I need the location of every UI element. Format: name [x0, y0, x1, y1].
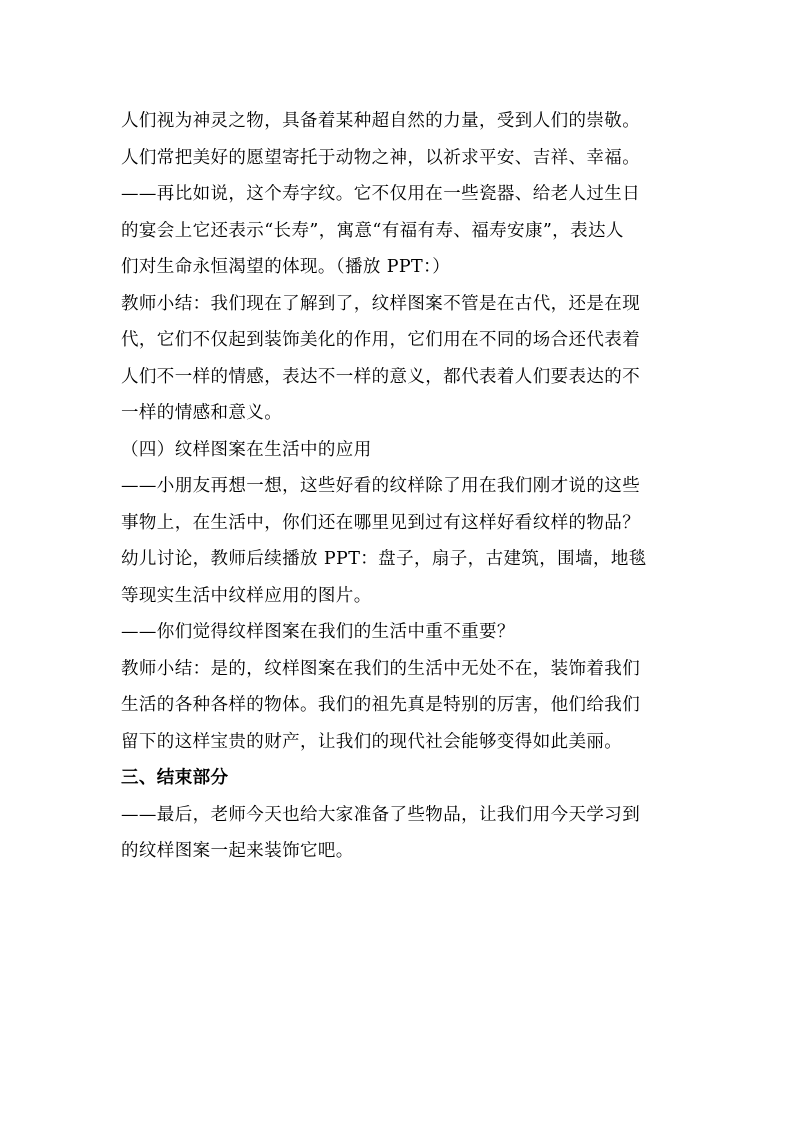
text-line: 事物上，在生活中，你们还在哪里见到过有这样好看纹样的物品？	[121, 512, 641, 533]
text-line: 的纹样图案一起来装饰它吧。	[121, 841, 354, 861]
text-line: 人们不一样的情感，表达不一样的意义，都代表着人们要表达的不	[121, 366, 641, 387]
document-body	[121, 103, 681, 870]
text-line: 们对生命永恒渴望的体现。（播放 PPT：）	[121, 257, 451, 277]
text-line: 一样的情感和意义。	[121, 403, 283, 423]
text-line: 的宴会上它还表示“长寿”，寓意“有福有寿、福寿安康”，表达人	[121, 220, 624, 241]
section-heading-bold: 三、结束部分	[121, 768, 229, 788]
text-line: 幼儿讨论，教师后续播放 PPT：盘子，扇子，古建筑，围墙，地毯	[121, 549, 647, 569]
text-line: ——你们觉得纹样图案在我们的生活中重不重要？	[121, 622, 515, 642]
section-heading: （四）纹样图案在生活中的应用	[121, 439, 372, 460]
text-line: 教师小结：是的，纹样图案在我们的生活中无处不在，装饰着我们	[121, 658, 641, 679]
text-line: 教师小结：我们现在了解到了，纹样图案不管是在古代，还是在现	[121, 293, 641, 314]
text-line: 等现实生活中纹样应用的图片。	[121, 585, 372, 606]
text-line: ——最后，老师今天也给大家准备了些物品，让我们用今天学习到	[121, 804, 641, 825]
text-line: ——再比如说，这个寿字纹。它不仅用在一些瓷器、给老人过生日	[121, 184, 641, 204]
text-line: 人们常把美好的愿望寄托于动物之神，以祈求平安、吉祥、幸福。	[121, 147, 641, 168]
text-line: 代，它们不仅起到装饰美化的作用，它们用在不同的场合还代表着	[121, 330, 641, 350]
text-line: 人们视为神灵之物，具备着某种超自然的力量，受到人们的崇敬。	[121, 111, 641, 131]
text-line: 生活的各种各样的物体。我们的祖先真是特别的厉害，他们给我们	[121, 695, 641, 715]
text-line: ——小朋友再想一想，这些好看的纹样除了用在我们刚才说的这些	[121, 476, 641, 496]
text-line: 留下的这样宝贵的财产，让我们的现代社会能够变得如此美丽。	[121, 731, 623, 752]
